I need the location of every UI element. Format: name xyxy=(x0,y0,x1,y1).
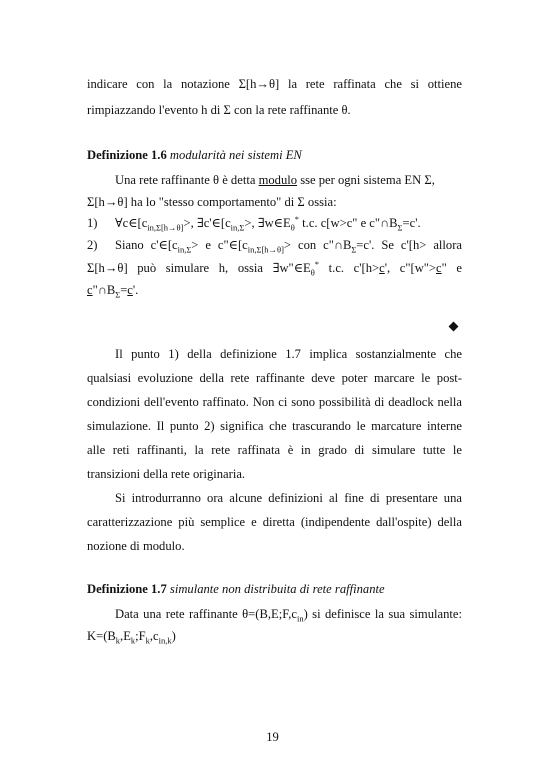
intro-text-b: sse per ogni sistema EN Σ, xyxy=(297,173,435,187)
paragraph-2-line-5: alle reti raffinanti, la rete raffinata è in grado di simulare tutte le xyxy=(87,443,462,457)
defined-term: modulo xyxy=(258,173,298,187)
item-1-marker: 1) xyxy=(87,216,98,230)
paragraph-3-line-1: Si introdurranno ora alcune definizioni al fine di presentare una xyxy=(115,491,462,505)
definition-title: modularità nei sistemi EN xyxy=(169,148,302,162)
definition-number: Definizione 1.7 xyxy=(87,582,167,596)
definition-title: simulante non distribuita di rete raffinante xyxy=(169,582,385,596)
definition-1-6-intro-line-2: Σ[h→θ] ha lo "stesso comportamento" di Σ ossia: xyxy=(87,195,337,209)
paragraph-2-line-1: Il punto 1) della definizione 1.7 implica sostanzialmente che xyxy=(115,347,462,361)
item-2-marker: 2) xyxy=(87,238,98,252)
paragraph-2-line-2: qualsiasi evoluzione della rete raffinante deve poter marcare le post- xyxy=(87,371,462,385)
definition-1-7-formula: $K=(B_k,E_k;F_k,c_{in,k})$ xyxy=(87,629,176,646)
paragraph-2-line-4: simulazione. Il punto 2) significa che trascurando le marcature interne xyxy=(87,419,462,433)
definition-1-6-intro-line-1 xyxy=(115,172,462,188)
end-of-definition-mark xyxy=(449,322,459,332)
paragraph-2-line-3: condizioni dell'evento raffinato. Non ci sono possibilità di deadlock nella xyxy=(87,395,462,409)
definition-1-7-heading xyxy=(87,581,462,597)
item-2-formula-line-3: $c"\cap B_\Sigma=c'$. xyxy=(87,283,139,300)
definition-number: Definizione 1.6 xyxy=(87,148,167,162)
item-1-formula: $\forall c\in[c_{in,\Sigma[h\to\theta]}>$, $\exists c'\in[c_{in,\Sigma}>$, $\exists w\in E_\theta^*$ t.c. c[w>c" e $c"\cap B_\Sigma=c'$. xyxy=(115,213,421,233)
paragraph-2-line-6: transizioni della rete originaria. xyxy=(87,467,246,481)
paragraph-3-line-2: caratterizzazione più semplice e diretta (indipendente dall'ospite) della xyxy=(87,515,462,529)
item-2-formula-line-2: Σ[h→θ] può simulare h, ossia $\exists w"\in E_\theta^*$ t.c. c'[h>c', c"[w">c" e xyxy=(87,258,462,278)
intro-text-a: Una rete raffinante θ è detta xyxy=(115,173,259,187)
item-2-formula-line-1: Siano $c'\in[c_{in,\Sigma}> e$ $c"\in[c_{in,\Sigma[h\to\theta]}>$ con $c"\cap B_\Sigma=c'$. Se c'[h> allora xyxy=(115,238,462,255)
page-number: 19 xyxy=(266,730,279,744)
paragraph-1-line-1: indicare con la notazione Σ[h→θ] la rete raffinata che si ottiene xyxy=(87,77,462,91)
paragraph-1-line-2: rimpiazzando l'evento h di Σ con la rete raffinante θ. xyxy=(87,103,351,117)
definition-1-7-body-line-1: Data una rete raffinante $\theta=(B,E;F,c_{in})$ si definisce la sua simulante: xyxy=(115,607,462,624)
paragraph-3-line-3: nozione di modulo. xyxy=(87,539,185,553)
definition-1-6-heading xyxy=(87,147,462,163)
